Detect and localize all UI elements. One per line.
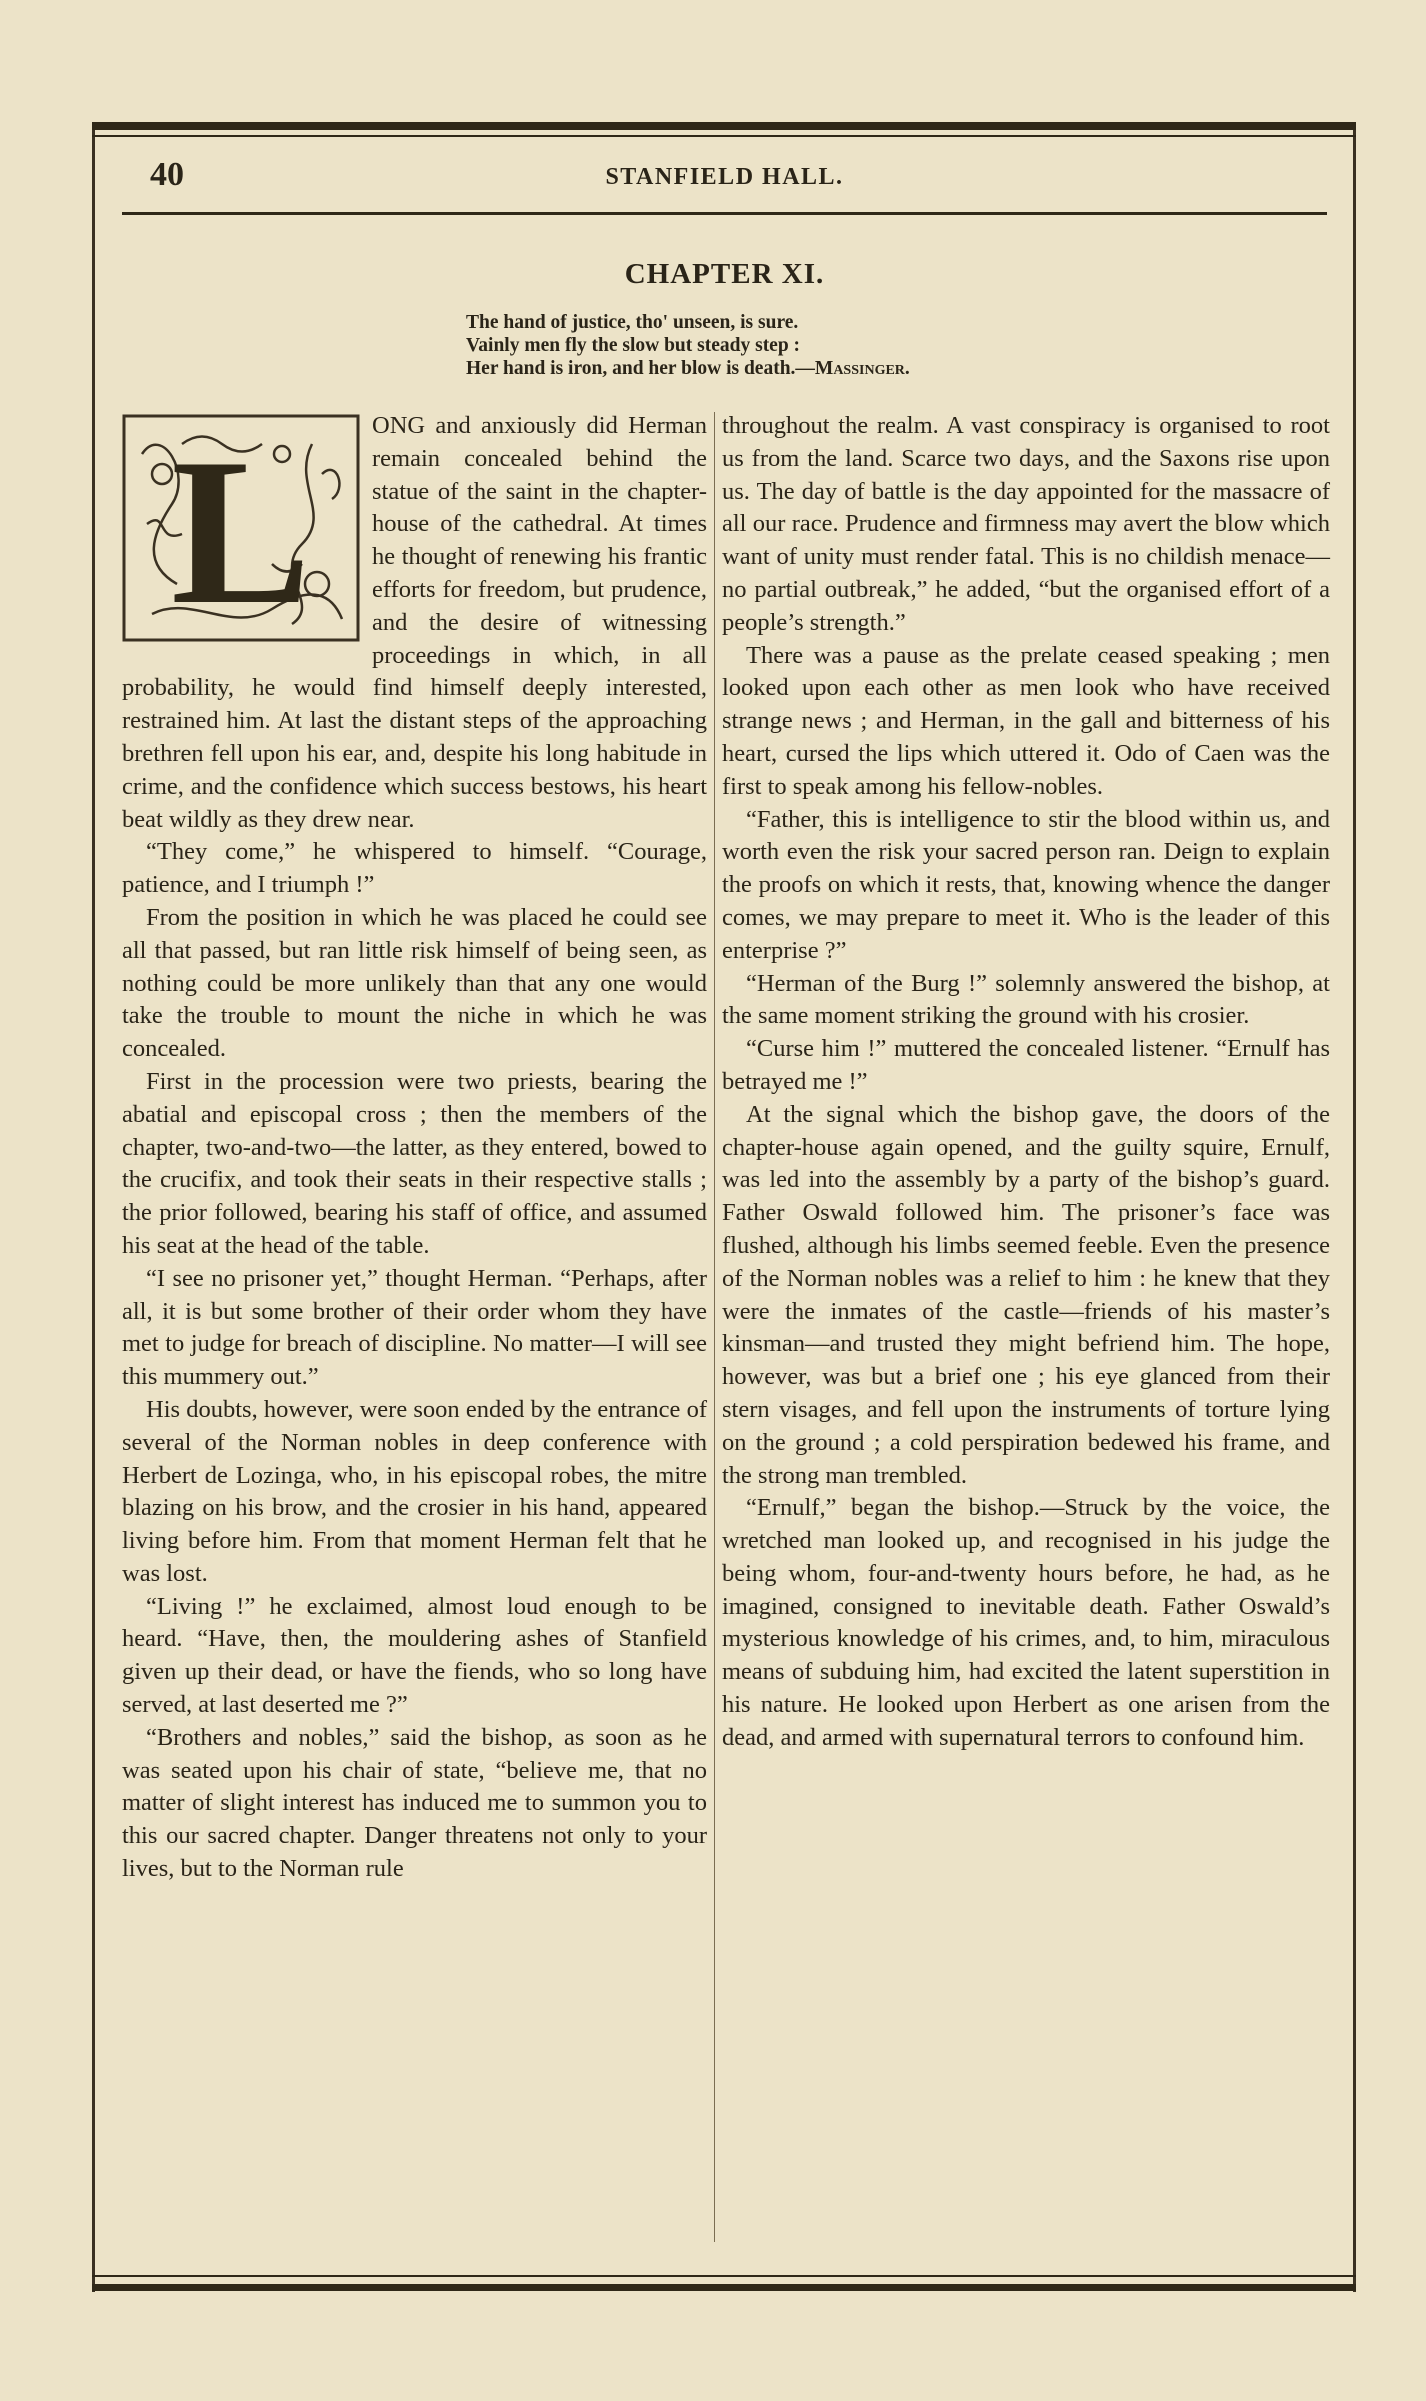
top-rule-thin [92,135,1356,137]
paragraph: From the position in which he was placed he could see all that passed, but ran little risk himself of being seen, as nothing could be more unlikely than that any one would take the trouble to mount the niche in which he was concealed. [122,903,707,1063]
paragraph: “Curse him !” muttered the concealed listener. “Ernulf has betrayed me !” [722,1035,1330,1095]
paragraph: First in the procession were two priests, bearing the abatial and episcopal cross ; then the members of the chapter, two-and-two—the latter, as they entered, bowed to the crucifix, and took their seats in their respective stalls ; the prior followed, bearing his staff of office, and assumed his seat at the head of the table. [122,1067,707,1259]
chapter-title: CHAPTER XI. [624,258,825,290]
paragraph: “Brothers and nobles,” said the bishop, as soon as he was seated upon his chair of state, “believe me, that no matter of slight interest has induced me to summon you to this our sacred chapter. Danger threatens not only to your lives, but to the Norman rule [122,1723,707,1883]
paragraph: “They come,” he whispered to himself. “Courage, patience, and I triumph !” [122,838,707,899]
running-title: STANFIELD HALL. [605,164,844,190]
paragraph: “Ernulf,” began the bishop.—Struck by the voice, the wretched man looked up, and recognised in his judge the being whom, four-and-twenty hours before, he had, as he imagined, consigned to inevitable death. Father Oswald’s mysterious knowledge of his crimes, and, to him, miraculous means of subduing him, had excited the latent superstition in his nature. He looked upon Herbert as one arisen from the dead, and armed with supernatural terrors to confound him. [722,1494,1330,1751]
bottom-rule-thick [92,2284,1356,2291]
epigraph [466,311,1166,380]
header-rule [122,212,1327,215]
paragraph: At the signal which the bishop gave, the doors of the chapter-house again opened, and the guilty squire, Ernulf, was led into the assembly by a party of the bishop’s guard. Father Oswald followed him. The prisoner’s face was flushed, although his limbs seemed feeble. Even the presence of the Norman nobles was a relief to him : he knew that they were the inmates of the castle—friends of his master’s kinsman—and trusted they might befriend him. The hope, however, was but a brief one ; his eye glanced from their stern visages, and fell upon the instruments of torture lying on the ground ; a cold perspiration bedewed his frame, and the strong man trembled. [722,1100,1330,1489]
paragraph: “Father, this is intelligence to stir the blood within us, and worth even the risk your sacred person ran. Deign to explain the proofs on which it rests, that, knowing whence the danger comes, we may prepare to meet it. Who is the leader of this enterprise ?” [722,805,1330,964]
epigraph-line: Vainly men fly the slow but steady step : [466,335,801,356]
paragraph: His doubts, however, were soon ended by the entrance of several of the Norman nobles in deep conference with Herbert de Lozinga, who, in his episcopal robes, the mitre blazing on his brow, and the crosier in his hand, appeared living before him. From that moment Herman felt that he was lost. [122,1395,707,1587]
left-column [122,410,707,1886]
dropcap-letter: L [170,416,312,642]
top-rule-thick [92,122,1356,130]
bottom-rule-thin [92,2275,1356,2277]
paragraph: There was a pause as the prelate ceased speaking ; men looked upon each other as men look who have received strange news ; and Herman, in the gall and bitterness of his heart, cursed the lips which uttered it. Odo of Caen was the first to speak among his fellow-nobles. [722,641,1330,800]
ornamental-dropcap [122,414,360,642]
paragraph: throughout the realm. A vast conspiracy is organised to root us from the land. Scarce two days, and the Saxons rise upon us. The day of battle is the day appointed for the massacre of all our race. Prudence and firmness may avert the blow which want of unity must render fatal. This is no childish menace—no partial outbreak,” he added, “but the organised effort of a people’s strength.” [722,412,1330,636]
page-number: 40 [150,156,184,193]
paragraph: “Living !” he exclaimed, almost loud enough to be heard. “Have, then, the mouldering ashes of Stanfield given up their dead, or have the fiends, who so long have served, at last deserted me ?” [122,1592,707,1719]
epigraph-line [466,357,1166,380]
column-divider [714,412,715,2242]
right-column [722,410,1330,1755]
epigraph-attribution: Massinger. [814,358,910,379]
paragraph: “Herman of the Burg !” solemnly answered the bishop, at the same moment striking the ground with his crosier. [722,969,1330,1030]
epigraph-line: The hand of justice, tho' unseen, is sure. [466,312,799,333]
epigraph-line-text: Her hand is iron, and her blow is death.— [466,358,815,379]
ornamental-dropcap-icon [122,414,360,642]
page-header [122,152,1327,202]
paragraph: ONG and anxiously did Herman remain concealed behind the statue of the saint in the chapter-house of the cathedral. At times he thought of renewing his frantic efforts for freedom, but prudence, and the desire of witnessing proceedings in which, in all probability, he would find himself deeply interested, restrained him. At last the distant steps of the approaching brethren fell upon his ear, and, despite his long habitude in crime, and the confidence which success bestows, his heart beat wildly as they drew near. [122,412,707,833]
paragraph: “I see no prisoner yet,” thought Herman. “Perhaps, after all, it is but some brother of their order whom they have met to judge for breach of discipline. No matter—I will see this mummery out.” [122,1264,707,1391]
